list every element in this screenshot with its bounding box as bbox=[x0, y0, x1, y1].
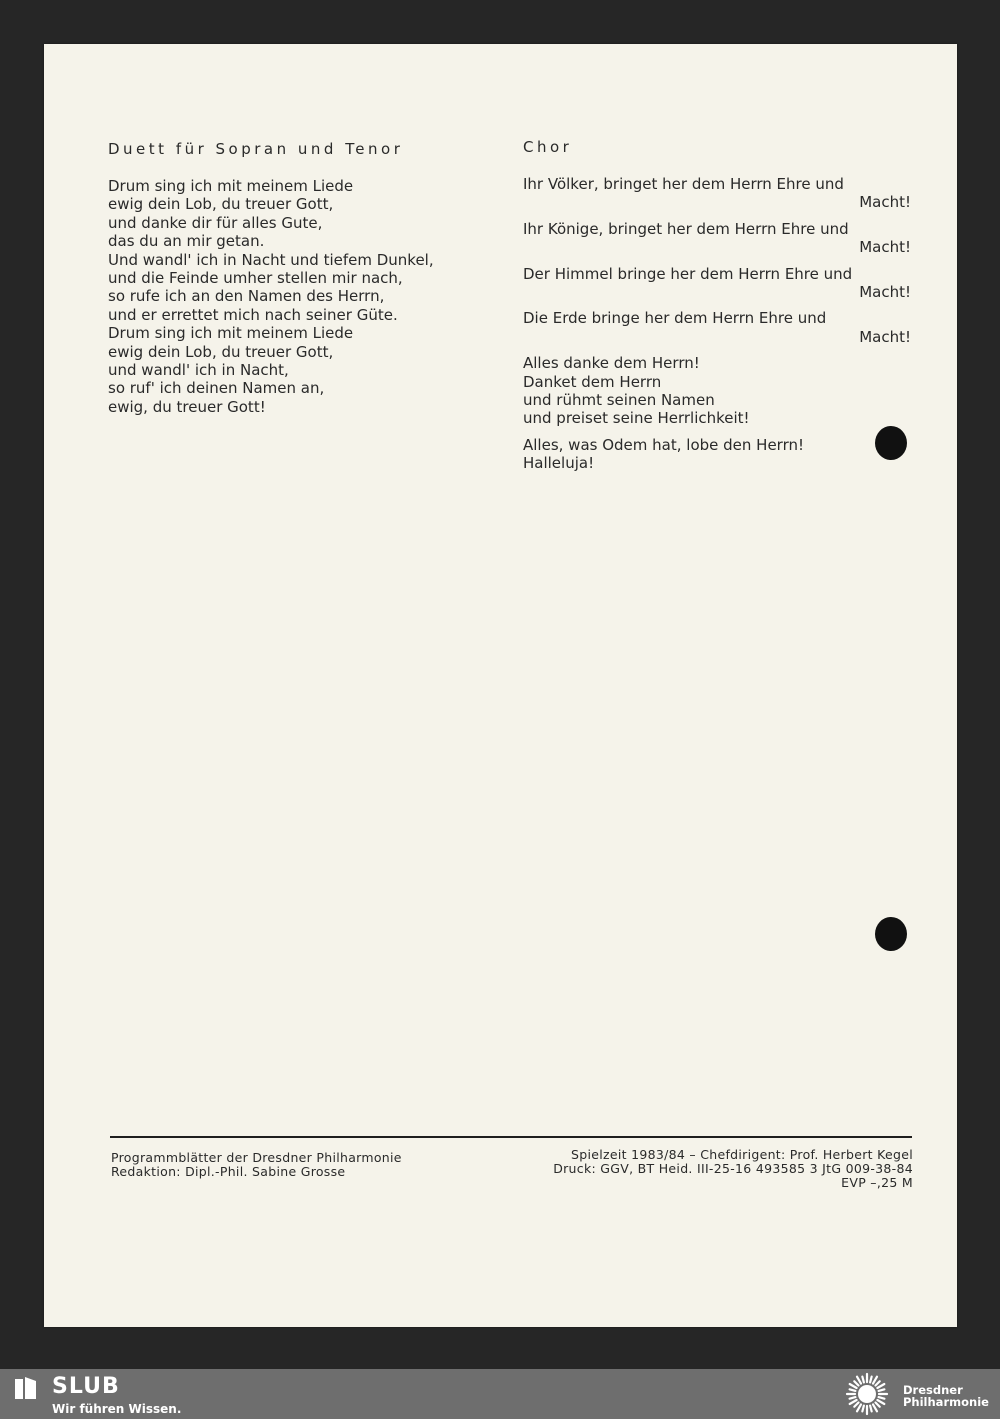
footer-publication: Programmblätter der Dresdner Philharmonie bbox=[111, 1150, 402, 1165]
duet-lyric-line: ewig dein Lob, du treuer Gott, bbox=[108, 195, 334, 214]
duet-lyric-line: Und wandl' ich in Nacht und tiefem Dunkel, bbox=[108, 250, 434, 269]
library-name[interactable]: SLUB bbox=[52, 1374, 120, 1399]
footer-season: Spielzeit 1983/84 – Chefdirigent: Prof. Herbert Kegel bbox=[570, 1147, 913, 1162]
choir-lyric-line: Macht! bbox=[859, 327, 911, 346]
choir-stanza bbox=[523, 309, 911, 346]
duet-lyrics bbox=[108, 177, 498, 416]
viewer-footer-bar bbox=[0, 1369, 1000, 1419]
duet-lyric-line: und wandl' ich in Nacht, bbox=[108, 361, 289, 380]
duet-lyric-line: und er errettet mich nach seiner Güte. bbox=[108, 305, 398, 324]
footer-printer: Druck: GGV, BT Heid. III-25-16 493585 3 JtG 009-38-84 bbox=[553, 1161, 913, 1176]
choir-lyric-line: Ihr Könige, bringet her dem Herrn Ehre und bbox=[523, 219, 849, 238]
choir-stanza bbox=[523, 265, 911, 302]
choir-lyric-line: Ihr Völker, bringet her dem Herrn Ehre und bbox=[523, 175, 844, 193]
choir-lyric-line: Halleluja! bbox=[523, 454, 595, 473]
choir-heading: Chor bbox=[523, 138, 573, 156]
footer-credits bbox=[111, 1151, 402, 1179]
partner-name-line1: Dresdner bbox=[903, 1383, 963, 1397]
choir-lyric-line: und rühmt seinen Namen bbox=[523, 391, 715, 410]
duet-lyric-line: so ruf' ich deinen Namen an, bbox=[108, 379, 325, 398]
sunburst-icon[interactable] bbox=[842, 1372, 892, 1416]
duet-heading: Duett für Sopran und Tenor bbox=[108, 140, 404, 158]
choir-section bbox=[523, 138, 911, 481]
library-tagline: Wir führen Wissen. bbox=[52, 1402, 182, 1416]
punch-hole-bottom bbox=[875, 917, 907, 951]
duet-lyric-line: so rufe ich an den Namen des Herrn, bbox=[108, 287, 385, 306]
choir-lyrics bbox=[523, 175, 911, 473]
duet-lyric-line: und die Feinde umher stellen mir nach, bbox=[108, 269, 403, 288]
footer-price: EVP –,25 M bbox=[841, 1175, 913, 1190]
choir-lyric-line: Alles danke dem Herrn! bbox=[523, 354, 700, 373]
choir-lyric-line: Der Himmel bringe her dem Herrn Ehre und bbox=[523, 264, 853, 283]
duet-lyric-line: Drum sing ich mit meinem Liede bbox=[108, 177, 354, 195]
partner-name[interactable] bbox=[903, 1384, 989, 1408]
duet-lyric-line: das du an mir getan. bbox=[108, 232, 265, 251]
choir-stanza bbox=[523, 220, 911, 257]
choir-lyric-line: Alles, was Odem hat, lobe den Herrn! bbox=[523, 435, 804, 454]
duet-lyric-line: ewig, du treuer Gott! bbox=[108, 397, 266, 416]
choir-lyric-line: und preiset seine Herrlichkeit! bbox=[523, 409, 750, 428]
choir-stanza bbox=[523, 175, 911, 212]
footer-divider bbox=[110, 1136, 912, 1138]
choir-lyric-line: Macht! bbox=[859, 193, 911, 212]
book-stack-icon[interactable] bbox=[14, 1375, 40, 1401]
duet-lyric-line: Drum sing ich mit meinem Liede bbox=[108, 324, 354, 343]
footer-editor: Redaktion: Dipl.-Phil. Sabine Grosse bbox=[111, 1164, 346, 1179]
duet-section bbox=[108, 140, 498, 416]
choir-stanza bbox=[523, 354, 911, 428]
partner-name-line2: Philharmonie bbox=[903, 1395, 989, 1409]
punch-hole-top bbox=[875, 426, 907, 460]
choir-lyric-line: Macht! bbox=[859, 238, 911, 257]
duet-lyric-line: und danke dir für alles Gute, bbox=[108, 213, 323, 232]
choir-lyric-line: Danket dem Herrn bbox=[523, 372, 662, 391]
choir-stanza bbox=[523, 436, 911, 473]
footer-print-info bbox=[553, 1148, 913, 1190]
choir-lyric-line: Macht! bbox=[859, 283, 911, 302]
choir-lyric-line: Die Erde bringe her dem Herrn Ehre und bbox=[523, 309, 827, 328]
duet-lyric-line: ewig dein Lob, du treuer Gott, bbox=[108, 342, 334, 361]
